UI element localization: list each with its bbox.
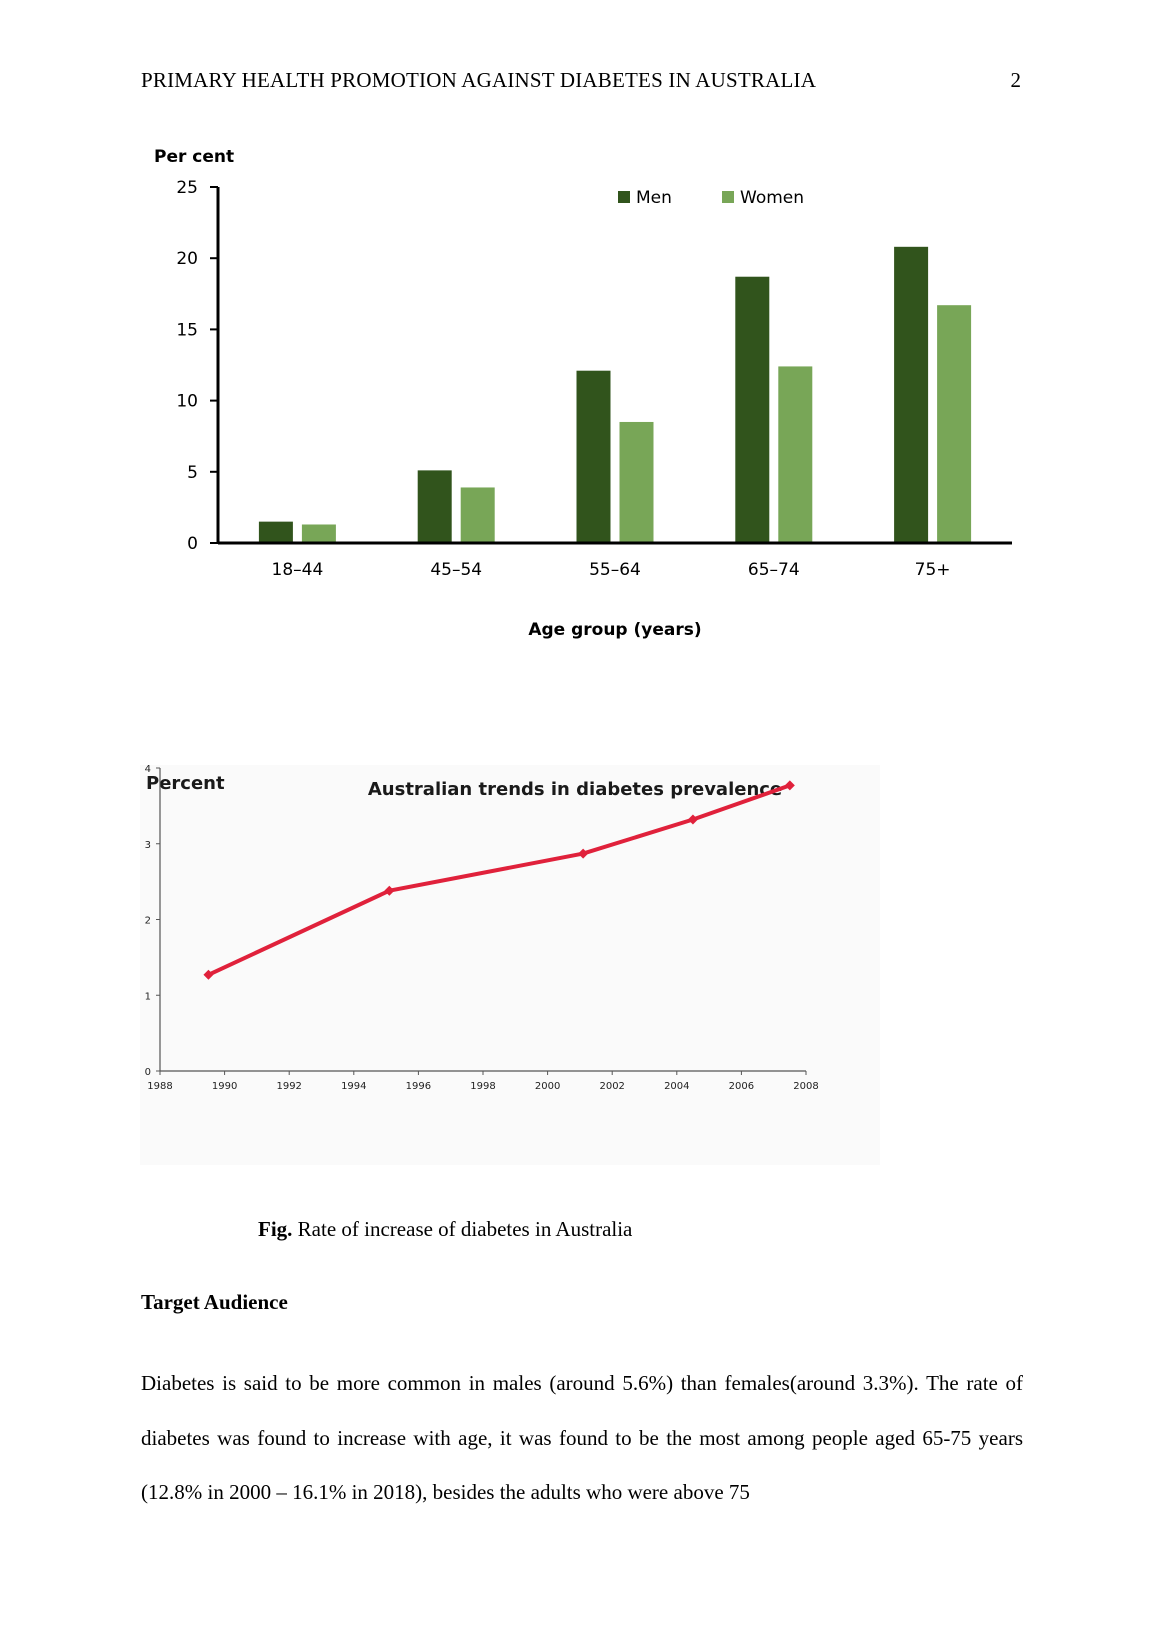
bar-men-2: [577, 371, 611, 543]
y-tick-label: 0: [144, 1067, 151, 1078]
plot-background: [140, 765, 880, 1165]
y-tick-label: 3: [144, 839, 151, 851]
y-tick-label: 1: [144, 991, 151, 1003]
x-tick-label: 2002: [599, 1081, 625, 1092]
y-tick-label: 15: [176, 320, 198, 341]
age-group-bar-chart: [140, 145, 1020, 645]
x-tick-label: 75+: [914, 560, 951, 580]
y-tick-label: 0: [187, 534, 198, 554]
diabetes-trend-line-chart: [140, 765, 880, 1165]
bar-women-0: [302, 524, 336, 543]
y-axis-label: Percent: [146, 773, 225, 794]
x-tick-label: 1996: [405, 1081, 432, 1092]
x-tick-label: 55–64: [589, 560, 641, 580]
x-tick-label: 18–44: [271, 560, 324, 580]
legend-swatch-men: [618, 191, 630, 203]
x-tick-label: 1998: [470, 1081, 496, 1092]
x-tick-label: 2004: [664, 1081, 690, 1092]
x-tick-label: 65–74: [747, 560, 800, 580]
x-tick-label: 1994: [341, 1081, 367, 1092]
bar-men-4: [894, 247, 928, 543]
y-axis-label: Per cent: [154, 147, 235, 167]
x-tick-label: 45–54: [430, 560, 483, 580]
x-tick-label: 2000: [534, 1081, 561, 1092]
figure-caption: [258, 1217, 632, 1242]
x-tick-label: 1990: [211, 1081, 238, 1092]
y-tick-label: 2: [144, 915, 151, 927]
legend: [618, 188, 804, 208]
y-tick-label: 25: [176, 178, 198, 198]
body-paragraph: Diabetes is said to be more common in males (around 5.6%) than females(around 3.3%). The rate of diabetes was found to increase with age, it was found to be the most among people aged 65-75 years (12.8% in 2000 – 16.1% in 2018), besides the adults who were above 75: [141, 1371, 1023, 1504]
y-tick-label: 10: [176, 391, 198, 412]
figure-caption-text: Rate of increase of diabetes in Australia: [292, 1217, 633, 1241]
x-axis-label: Age group (years): [528, 620, 702, 640]
x-tick-label: 1992: [276, 1081, 302, 1092]
bar-men-0: [259, 522, 293, 543]
bar-women-3: [778, 366, 812, 543]
bar-men-1: [418, 470, 452, 543]
bar-women-1: [461, 487, 495, 543]
y-tick-label: 4: [144, 765, 151, 775]
running-head: PRIMARY HEALTH PROMOTION AGAINST DIABETES IN AUSTRALIA: [141, 68, 817, 92]
bar-women-2: [620, 422, 654, 543]
bar-men-3: [735, 277, 769, 543]
legend-label-women: Women: [740, 188, 805, 208]
bar-women-4: [937, 305, 971, 543]
figure-caption-label: Fig.: [258, 1217, 293, 1241]
x-tick-label: 1988: [147, 1081, 173, 1092]
y-tick-label: 20: [176, 249, 198, 270]
page-number: 2: [1010, 68, 1021, 92]
x-tick-label: 2008: [793, 1081, 819, 1092]
section-heading: Target Audience: [141, 1290, 288, 1314]
chart-title: Australian trends in diabetes prevalence: [367, 779, 783, 800]
legend-label-men: Men: [636, 188, 672, 208]
y-tick-label: 5: [187, 462, 198, 483]
legend-swatch-women: [722, 191, 734, 203]
x-tick-label: 2006: [728, 1081, 755, 1092]
